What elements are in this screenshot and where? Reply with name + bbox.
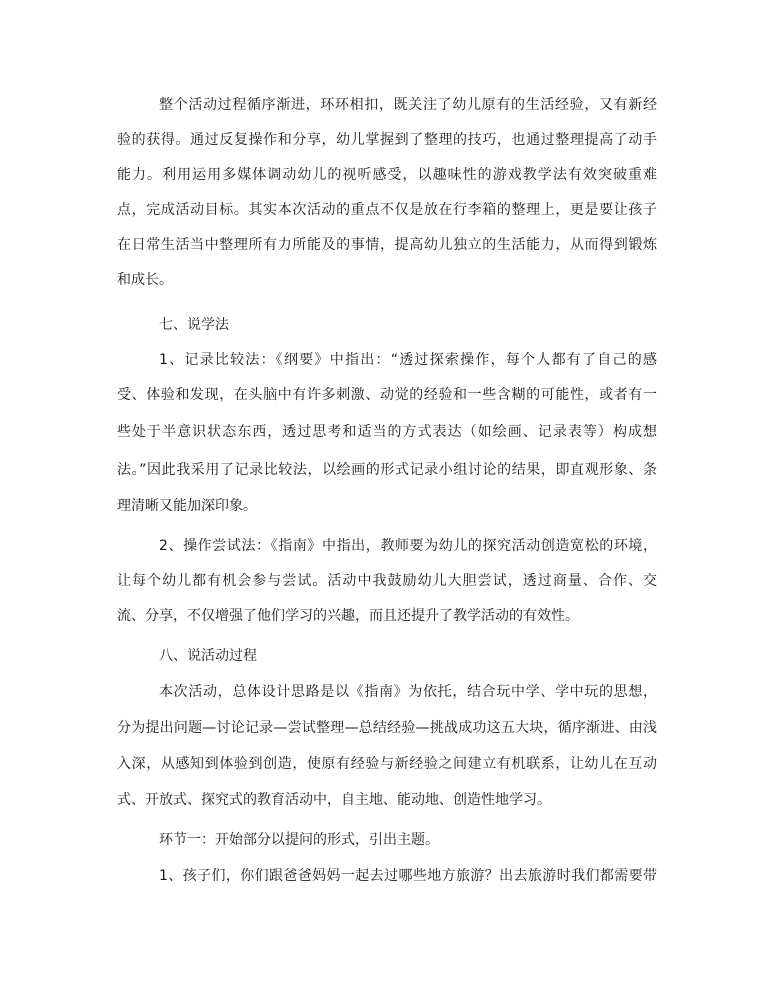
- paragraph-line: 1、记录比较法：《纲要》中指出：“透过探索操作，每个人都有了自己的感: [159, 352, 657, 368]
- paragraph-line: 环节一：开始部分以提问的形式，引出主题。: [159, 832, 439, 848]
- paragraph-line: 些处于半意识状态东西，透过思考和适当的方式表达（如绘画、记录表等）构成想: [117, 424, 657, 440]
- paragraph-line: 2、操作尝试法：《指南》中指出，教师要为幼儿的探究活动创造宽松的环境，: [159, 538, 657, 554]
- section-heading: 八、说活动过程: [159, 648, 257, 664]
- paragraph-line: 式、开放式、探究式的教育活动中，自主地、能动地、创造性地学习。: [117, 792, 551, 808]
- paragraph-line: 整个活动过程循序渐进，环环相扣，既关注了幼儿原有的生活经验，又有新经: [159, 97, 657, 113]
- paragraph-line: 入深，从感知到体验到创造，使原有经验与新经验之间建立有机联系，让幼儿在互动: [117, 756, 657, 772]
- paragraph-line: 受、体验和发现，在头脑中有许多刺激、动觉的经验和一些含糊的可能性，或者有一: [117, 387, 657, 403]
- paragraph-line: 和成长。: [117, 272, 173, 288]
- paragraph-line: 流、分享，不仅增强了他们学习的兴趣，而且还提升了教学活动的有效性。: [117, 608, 579, 624]
- paragraph-line: 能力。利用运用多媒体调动幼儿的视听感受，以趣味性的游戏教学法有效突破重难: [117, 167, 657, 183]
- paragraph-line: 在日常生活当中整理所有力所能及的事情，提高幼儿独立的生活能力，从而得到锻炼: [117, 237, 657, 253]
- paragraph-line: 验的获得。通过反复操作和分享，幼儿掌握到了整理的技巧，也通过整理提高了动手: [117, 132, 657, 148]
- paragraph-line: 让每个幼儿都有机会参与尝试。活动中我鼓励幼儿大胆尝试，透过商量、合作、交: [117, 573, 657, 589]
- section-heading: 七、说学法: [159, 317, 229, 333]
- paragraph-line: 法。”因此我采用了记录比较法，以绘画的形式记录小组讨论的结果，即直观形象、条: [117, 462, 657, 478]
- paragraph-line: 理清晰又能加深印象。: [117, 498, 257, 514]
- paragraph-line: 1、孩子们，你们跟爸爸妈妈一起去过哪些地方旅游？出去旅游时我们都需要带: [159, 868, 657, 884]
- paragraph-line: 本次活动，总体设计思路是以《指南》为依托，结合玩中学、学中玩的思想，: [159, 684, 657, 700]
- paragraph-line: 点，完成活动目标。其实本次活动的重点不仅是放在行李箱的整理上，更是要让孩子: [117, 202, 657, 218]
- paragraph-line: 分为提出问题—讨论记录—尝试整理—总结经验—挑战成功这五大块，循序渐进、由浅: [117, 720, 657, 736]
